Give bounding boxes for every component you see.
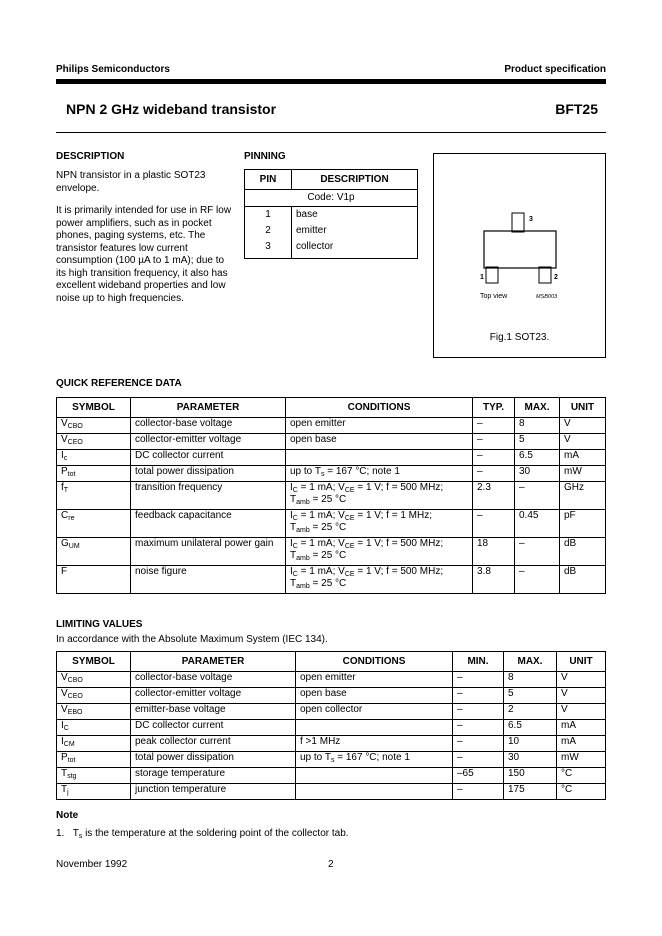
limiting-heading: LIMITING VALUES [56,619,143,630]
pin1-label: 1 [480,274,484,281]
pin1-lead [486,267,498,283]
col-parameter: PARAMETER [131,652,296,672]
description-para-1: NPN transistor in a plastic SOT23 envelope. [56,170,206,194]
pin3-label: 3 [529,216,533,223]
limiting-subtitle: In accordance with the Absolute Maximum System (IEC 134). [56,634,328,645]
table-row: $I_c$ DC collector current – 6.5 mA [57,450,606,466]
col-symbol: SYMBOL [57,398,131,418]
description-para-2: It is primarily intended for use in RF low power amplifiers, such as in pocket phones, paging systems, etc. The transistor features low current consumption (100 µA to 1 mA); due to its high transition frequency, it also has excellent wideband properties and low noise up to high frequencies. [56,205,232,304]
footer-page-number: 2 [328,859,334,870]
table-row: $I_C$ DC collector current – 6.5 mA [57,720,606,736]
table-row: $P_{tot}$ total power dissipation up to $T_s = 167$ °C; note 1 – 30 mW [57,752,606,768]
company-name: Philips Semiconductors [56,64,170,75]
col-unit: UNIT [557,652,606,672]
pin-col-header: PIN [245,170,292,190]
table-row: F noise figure $I_C = 1$ mA; $V_{CE} = 1$ V; f = 500 MHz; $T_{amb} = 25$ °C 3.8 – dB [57,566,606,594]
pinning-table [244,169,418,259]
pin-desc-col-header: DESCRIPTION [292,170,418,190]
sot23-package-drawing [434,154,605,357]
document-type: Product specification [504,64,606,75]
figure-caption: Fig.1 SOT23. [489,332,550,343]
table-row: $G_{UM}$ maximum unilateral power gain $I_C = 1$ mA; $V_{CE} = 1$ V; f = 500 MHz; $T_{amb} = 25$ °C 18 – dB [57,538,606,566]
top-view-label: Top view [480,293,508,300]
table-row: $T_{stg}$ storage temperature –65 150 °C [57,768,606,784]
pin-code: Code: V1p [245,190,418,207]
drawing-code: MSB003 [536,294,558,300]
title-rule [56,132,606,133]
pin3-lead [512,213,524,232]
table-row: 2 emitter [245,223,418,239]
table-row: $V_{CEO}$ collector-emitter voltage open base – 5 V [57,434,606,450]
pin2-lead [539,267,551,283]
package-body [484,231,556,268]
table-row: $C_{re}$ feedback capacitance $I_C = 1$ mA; $V_{CE} = 1$ V; f = 1 MHz; $T_{amb} = 25$ °C – 0.45 pF [57,510,606,538]
table-row: $V_{EBO}$ emitter-base voltage open collector – 2 V [57,704,606,720]
table-row: $V_{CEO}$ collector-emitter voltage open base – 5 V [57,688,606,704]
col-conditions: CONDITIONS [296,652,453,672]
qrd-heading: QUICK REFERENCE DATA [56,378,182,389]
table-row: 3 collector [245,239,418,259]
table-row: 1 base [245,207,418,224]
table-row: $V_{CBO}$ collector-base voltage open emitter – 8 V [57,418,606,434]
footer-date: November 1992 [56,859,128,870]
table-row: $V_{CBO}$ collector-base voltage open emitter – 8 V [57,672,606,688]
col-unit: UNIT [560,398,606,418]
limiting-values-table [56,651,606,800]
quick-reference-table [56,397,606,594]
note-1: 1. $T_s$ is the temperature at the soldering point of the collector tab. [56,828,349,840]
note-heading: Note [56,810,79,821]
pinning-heading: PINNING [244,151,286,162]
pin2-label: 2 [554,274,558,281]
col-max: MAX. [515,398,560,418]
col-parameter: PARAMETER [131,398,286,418]
col-symbol: SYMBOL [57,652,131,672]
table-row: $P_{tot}$ total power dissipation up to $T_s = 167$ °C; note 1 – 30 mW [57,466,606,482]
table-row: $I_{CM}$ peak collector current f >1 MHz – 10 mA [57,736,606,752]
description-heading: DESCRIPTION [56,151,125,162]
figure-box [433,153,606,358]
table-row: $f_T$ transition frequency $I_C = 1$ mA; $V_{CE} = 1$ V; f = 500 MHz; $T_{amb} = 25$ °C 2.3 – GHz [57,482,606,510]
part-number: BFT25 [555,101,598,117]
header-rule [56,79,606,84]
col-conditions: CONDITIONS [286,398,473,418]
page-title: NPN 2 GHz wideband transistor [66,101,277,117]
table-row: $T_j$ junction temperature – 175 °C [57,784,606,800]
col-typ: TYP. [473,398,515,418]
col-min: MIN. [453,652,504,672]
col-max: MAX. [504,652,557,672]
